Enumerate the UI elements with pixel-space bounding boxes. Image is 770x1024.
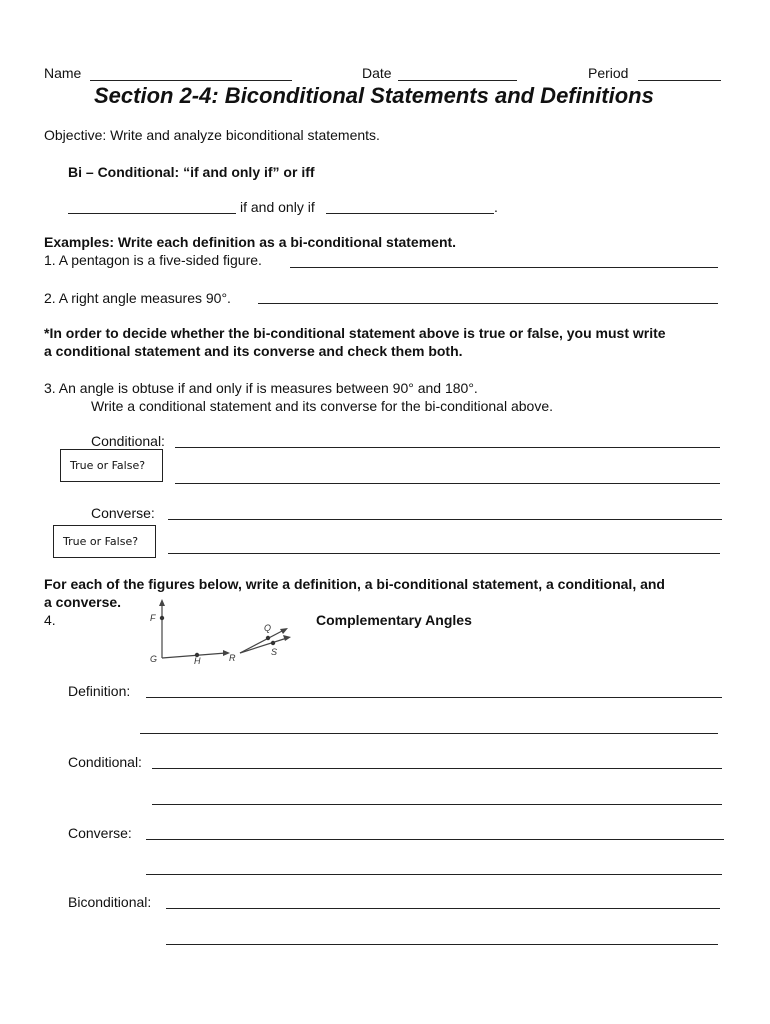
definition-line-2[interactable] [140,733,718,734]
example-1-answer-line[interactable] [290,267,718,268]
name-blank[interactable] [90,80,292,81]
point-label-g: G [150,654,158,664]
q3-converse-label: Converse: [91,505,155,521]
period-label: Period [588,65,629,81]
q3-statement: 3. An angle is obtuse if and only if is measures between 90° and 180°. [44,380,478,396]
date-blank[interactable] [398,80,517,81]
complementary-angles-figure [140,598,310,670]
example-2: 2. A right angle measures 90°. [44,290,231,306]
biconditional-definition: Bi – Conditional: “if and only if” or iff [68,164,315,180]
true-false-box-1[interactable] [60,449,163,482]
q4-biconditional-label: Biconditional: [68,894,152,910]
q3-conditional-label: Conditional: [91,433,165,449]
q4-converse-line-2[interactable] [146,874,722,875]
example-2-answer-line[interactable] [258,303,718,304]
bicond-template-middle: if and only if [240,199,315,215]
q3-converse-line-1[interactable] [168,519,722,520]
note-line-2: a conditional statement and its converse and check them both. [44,343,463,359]
true-false-label: True or False? [70,459,146,472]
definition-label: Definition: [68,683,131,699]
q4-biconditional-line-1[interactable] [166,908,720,909]
true-false-box-2[interactable] [53,525,156,558]
q3-converse-line-2[interactable] [168,553,720,554]
q3-conditional-line-1[interactable] [175,447,720,448]
point-label-s: S [271,647,278,657]
bicond-blank-right[interactable] [326,213,494,214]
point-label-r: R [229,653,236,663]
q4-topic: Complementary Angles [316,612,472,628]
objective-text: Objective: Write and analyze biconditional statements. [44,127,380,143]
q4-converse-line-1[interactable] [146,839,724,840]
bicond-blank-left[interactable] [68,213,236,214]
q4-conditional-line-1[interactable] [152,768,722,769]
bicond-template-end: . [494,199,498,215]
date-label: Date [362,65,392,81]
figures-instruction-line-1: For each of the figures below, write a definition, a bi-conditional statement, a conditional, and [44,576,665,592]
point-label-q: Q [264,623,272,633]
figures-instruction-line-2: a converse. [44,594,122,610]
q4-number: 4. [44,612,56,628]
point-label-h: H [194,656,201,666]
definition-line-1[interactable] [146,697,722,698]
q4-biconditional-line-2[interactable] [166,944,718,945]
examples-heading: Examples: Write each definition as a bi-conditional statement. [44,234,457,250]
name-label: Name [44,65,82,81]
point-label-f: F [150,613,156,623]
q3-instruction: Write a conditional statement and its converse for the bi-conditional above. [91,398,553,414]
q3-conditional-line-2[interactable] [175,483,720,484]
q4-conditional-label: Conditional: [68,754,142,770]
note-line-1: *In order to decide whether the bi-conditional statement above is true or false, you must write [44,325,666,341]
q4-conditional-line-2[interactable] [152,804,722,805]
period-blank[interactable] [638,80,721,81]
page-title: Section 2-4: Biconditional Statements and Definitions [94,83,654,108]
example-1: 1. A pentagon is a five-sided figure. [44,252,262,268]
true-false-label: True or False? [63,535,139,548]
q4-converse-label: Converse: [68,825,132,841]
